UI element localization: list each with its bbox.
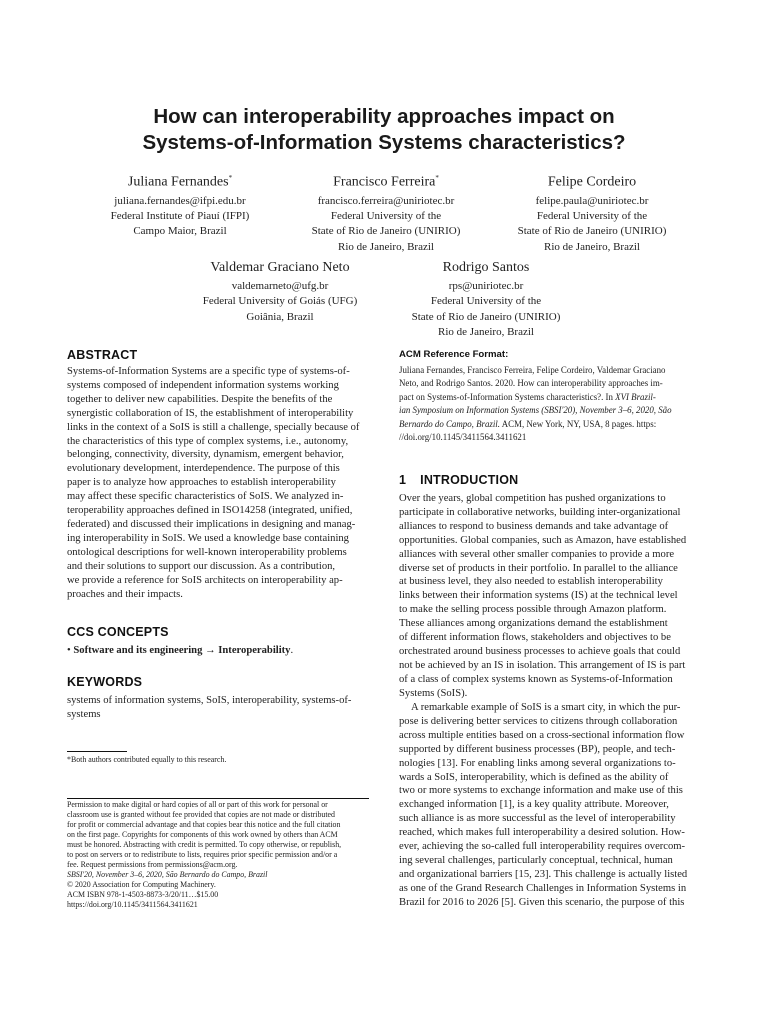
author-affiliation: Federal University of the [330, 209, 442, 222]
text-line: we provide a reference for SoIS architects on interoperability ap- [67, 574, 343, 586]
author-location: Rio de Janeiro, Brazil [544, 240, 640, 253]
text-line: alliances to respond to business demands and take advantage of [399, 520, 669, 532]
author-location: Rio de Janeiro, Brazil [438, 325, 534, 338]
intro-paragraph-2 [399, 701, 701, 910]
text-line: systems composed of independent information systems working [67, 379, 339, 391]
text-line: Systems-of-Information Systems are a specific type of systems-of- [67, 366, 350, 377]
author-affiliation: State of Rio de Janeiro (UNIRIO) [517, 225, 667, 238]
text-line: Brazil for 2016 to 2026 [5]. Given this scenario, the purpose of this [399, 896, 685, 908]
text-line: Permission to make digital or hard copies of all or part of this work for personal or [67, 800, 328, 809]
text-line: ever, achieving the so-called full interoperability requires overcom- [399, 841, 686, 853]
footnote-rule [67, 751, 127, 752]
text-line: links between their information systems (IS) at the technical level [399, 590, 678, 602]
text-line: diverse set of products in their portfolio. In parallel to the alliance [399, 562, 678, 574]
text-line: ontological descriptions for well-known interoperability problems [67, 546, 347, 558]
text-line: Over the years, global competition has pushed organizations to [399, 493, 666, 504]
section-title: INTRODUCTION [420, 473, 519, 487]
author-affiliation: State of Rio de Janeiro (UNIRIO) [411, 310, 561, 323]
text-line: such alliance is as more successful as the level of interoperability [399, 813, 676, 825]
author-email: juliana.fernandes@ifpi.edu.br [114, 194, 246, 207]
text-line: as one of the Grand Research Challenges in Information Systems in [399, 882, 687, 894]
text-line: at business level, they also needed to establish interoperability [399, 576, 663, 588]
text-line: not be achieved by an IS in isolation. This arrangement of IS is part [399, 659, 686, 671]
text-line: systems of information systems, SoIS, interoperability, systems-of- [67, 695, 352, 706]
paper-title [0, 104, 768, 156]
text-line: synergistic collaboration of IS, the establishment of interoperability [67, 407, 354, 419]
text-line: proaches and their impacts. [67, 588, 183, 600]
text-line: to post on servers or to redistribute to lists, requires prior specific permission and/or a [67, 850, 338, 859]
text-line: A remarkable example of SoIS is a smart city, in which the pur- [411, 702, 681, 713]
text-line: federated) and discussed their implications in designing and manag- [67, 518, 356, 530]
text-line: of different information flows, stakeholders and objectives to be [399, 632, 671, 644]
text-line: the characteristics of this type of complex systems, i.e., autonomy, [67, 435, 349, 447]
text-line: wards a SoIS, interoperability, which is defined as the ability of [399, 771, 669, 783]
doi-link[interactable]: https://doi.org/10.1145/3411564.3411621 [67, 900, 198, 909]
author-affiliation: Federal University of the [430, 295, 542, 308]
text-line: paper is to analyze how approaches to establish interoperability [67, 477, 336, 489]
text-line: nologies [13]. For enabling links among several organizations to- [399, 757, 676, 769]
ccs-heading: CCS CONCEPTS [67, 625, 169, 639]
text-line: and organizational barriers [15, 23]. This challenge is actually listed [399, 868, 688, 880]
text-line: exchanged information [1], is a key quality attribute. Moreover, [399, 799, 669, 811]
keywords-heading: KEYWORDS [67, 675, 143, 689]
section-number: 1 [399, 473, 407, 487]
text-line: evolutionary development, interdependence. The purpose of this [67, 463, 340, 475]
author-affiliation: Federal University of the [536, 209, 648, 222]
title-line-1: How can interoperability approaches impact on [153, 105, 615, 128]
author-affiliation: Federal Institute of Piauí (IFPI) [110, 209, 250, 222]
text-line: alliances with several other smaller companies to provide a more [399, 548, 675, 560]
title-line-2: Systems-of-Information Systems characteristics? [142, 131, 626, 154]
text-line: of a class of complex systems known as Systems-of-Information [399, 673, 673, 685]
text-line: Neto, and Rodrigo Santos. 2020. How can interoperability approaches im- [399, 378, 663, 389]
text-line: belonging, connectivity, diversity, dynamism, emergent behavior, [67, 449, 344, 461]
venue-line: SBSI'20, November 3–6, 2020, São Bernardo do Campo, Brazil [67, 870, 268, 879]
text-line: across multiple entities based on a cross-sectional information flow [399, 729, 685, 741]
text-line: Bernardo do Campo, Brazil. ACM, New York, NY, USA, 8 pages. https: [399, 418, 657, 429]
author-block [486, 168, 698, 255]
author-location: Goiânia, Brazil [246, 310, 314, 323]
author-name: Felipe Cordeiro [547, 174, 637, 190]
text-line: These alliances among organizations demand the establishment [399, 618, 668, 630]
abstract-heading: ABSTRACT [67, 348, 138, 362]
text-line: orchestrated around business processes to achieve goals that could [399, 645, 681, 657]
text-line: ing interoperability in SoIS. We used a knowledge base containing [67, 532, 349, 544]
text-line: two or more systems to exchange information and make use of this [399, 785, 683, 797]
acm-ref-heading: ACM Reference Format: [399, 349, 509, 360]
intro-paragraph-1 [399, 492, 701, 701]
author-email: rps@uniriotec.br [448, 280, 524, 292]
text-line: ing several challenges, particularly conceptual, technical, human [399, 854, 673, 866]
isbn-line: ACM ISBN 978-1-4503-8873-3/20/11…$15.00 [67, 890, 219, 899]
text-line: for profit or commercial advantage and that copies bear this notice and the full citation [67, 820, 341, 829]
footnote: *Both authors contributed equally to this research. [67, 755, 227, 764]
text-line: to make the selling process possible through Amazon platform. [399, 604, 667, 616]
author-block [70, 168, 290, 240]
text-line: may affect these specific characteristics of SoIS. We analyzed in- [67, 491, 344, 503]
permission-block [67, 800, 369, 910]
text-line: links in the context of a SoIS is still a challenge, specially because of [67, 421, 360, 433]
text-line: opportunities. Global companies, such as Amazon, have established [399, 534, 687, 546]
text-line: Systems (SoIS). [399, 687, 468, 699]
arrow-icon: → [205, 645, 216, 656]
author-name: Juliana Fernandes* [127, 174, 233, 190]
text-line: on the first page. Copyrights for components of this work owned by others than ACM [67, 830, 338, 839]
author-affiliation: State of Rio de Janeiro (UNIRIO) [311, 225, 461, 238]
text-line: systems [67, 708, 101, 720]
author-email: felipe.paula@uniriotec.br [535, 194, 649, 207]
author-affiliation: Federal University of Goiás (UFG) [202, 295, 358, 308]
text-line: pact on Systems-of-Information Systems characteristics?. In XVI Brazil- [399, 391, 656, 402]
text-line: ian Symposium on Information Systems (SBSI'20), November 3–6, 2020, São [399, 405, 672, 416]
author-block [170, 258, 390, 325]
author-block [280, 168, 492, 255]
acm-reference [399, 364, 701, 444]
keywords-text [67, 694, 369, 722]
text-line: participate in collaborative networks, building inter-organizational [399, 506, 681, 518]
text-line: fee. Request permissions from permissions@acm.org. [67, 860, 238, 869]
text-line: supported by different business processes (BP), people, and tech- [399, 743, 676, 755]
text-line: and their solutions to support our discussion. As a contribution, [67, 560, 336, 572]
author-name: Francisco Ferreira* [333, 174, 439, 190]
intro-heading [399, 473, 518, 487]
text-line: must be honored. Abstracting with credit is permitted. To copy otherwise, or republish, [67, 840, 342, 849]
permission-rule [67, 798, 369, 799]
author-email: valdemarneto@ufg.br [231, 280, 329, 292]
ccs-concepts: • Software and its engineering → Interoperability. [67, 645, 294, 656]
bullet: • [67, 645, 71, 656]
copyright-line: © 2020 Association for Computing Machinery. [67, 880, 216, 889]
text-line: classroom use is granted without fee provided that copies are not made or distributed [67, 810, 335, 819]
author-block [380, 258, 592, 340]
text-line: pose is delivering better services to citizens through collaboration [399, 715, 678, 727]
text-line: reached, which makes full interoperability a desired solution. How- [399, 827, 685, 839]
abstract-text [67, 365, 369, 601]
author-name: Rodrigo Santos [442, 260, 530, 275]
ccs-subconcept: Interoperability [218, 645, 291, 656]
ccs-concept: Software and its engineering [73, 645, 203, 656]
author-location: Campo Maior, Brazil [133, 225, 227, 238]
text-line: together to deliver new capabilities. Despite the benefits of the [67, 393, 333, 405]
author-name: Valdemar Graciano Neto [210, 260, 350, 275]
text-line: teroperability approaches defined in ISO14258 (integrated, unified, [67, 505, 353, 517]
text-line: Juliana Fernandes, Francisco Ferreira, Felipe Cordeiro, Valdemar Graciano [399, 365, 666, 375]
author-location: Rio de Janeiro, Brazil [338, 240, 434, 253]
author-email: francisco.ferreira@uniriotec.br [317, 194, 455, 207]
doi-link[interactable]: //doi.org/10.1145/3411564.3411621 [399, 432, 527, 443]
